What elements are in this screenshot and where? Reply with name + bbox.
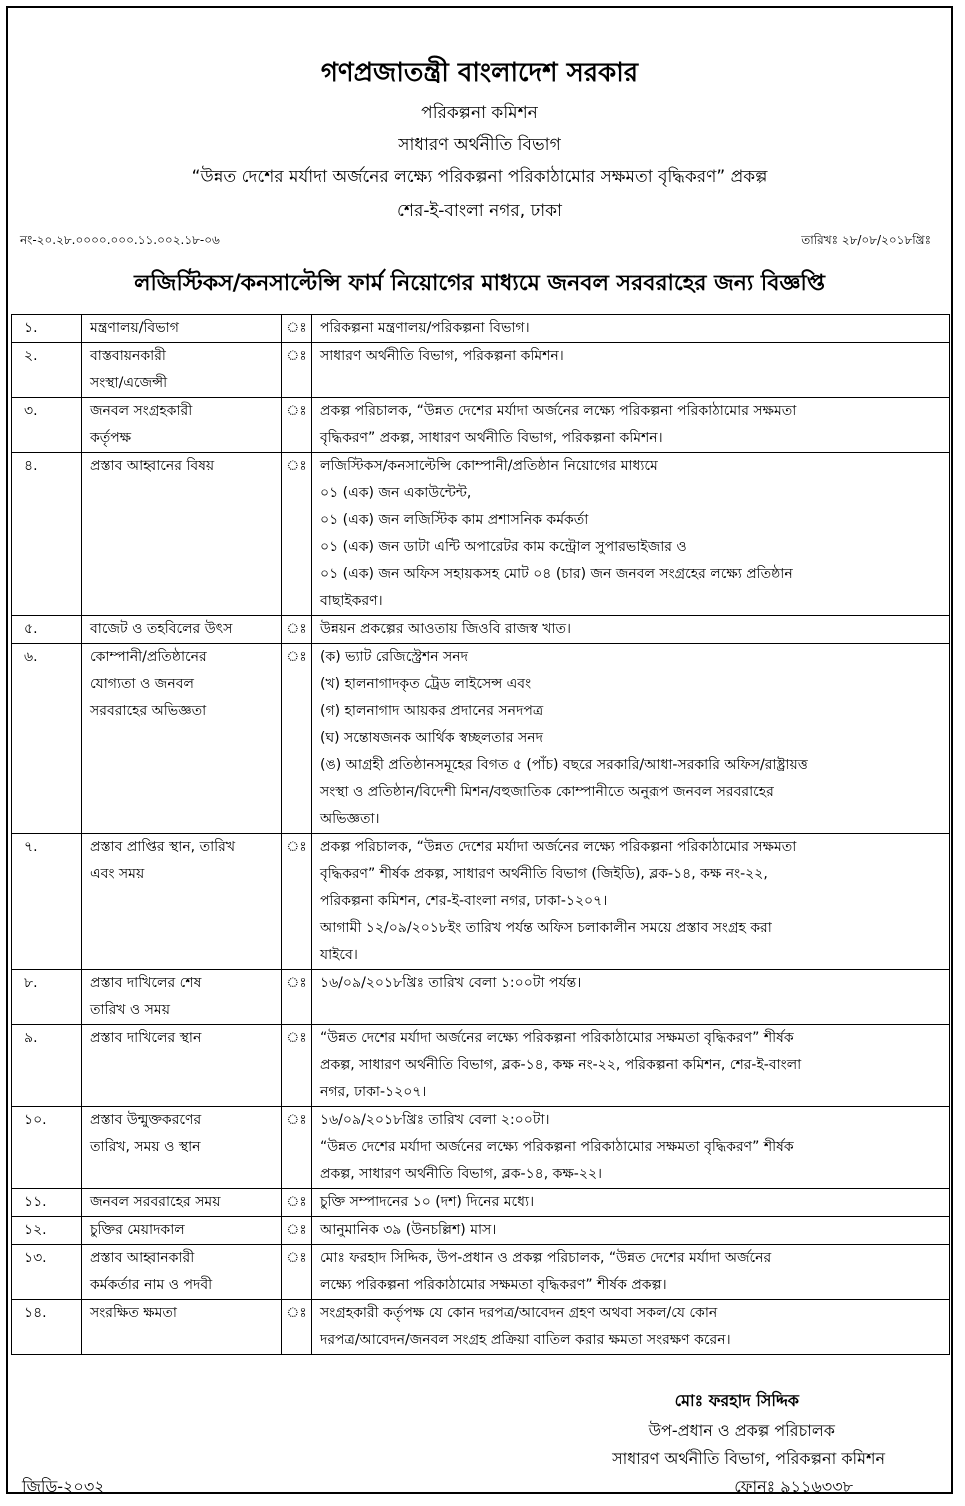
commission-name: পরিকল্পনা কমিশন: [421, 103, 538, 123]
row-value: [312, 398, 950, 453]
row-value-line: দরপত্র/আবেদন/জনবল সংগ্রহ প্রক্রিয়া বাতিল করার ক্ষমতা সংরক্ষণ করেন।: [320, 1332, 731, 1348]
table-row: [12, 1217, 950, 1245]
row-label-line: প্রস্তাব আহ্বানের বিষয়: [90, 458, 215, 474]
row-separator: ঃ: [282, 970, 312, 1025]
row-label: [82, 644, 282, 834]
row-number: ৩.: [12, 398, 82, 453]
row-value-line: আনুমানিক ৩৯ (উনচল্লিশ) মাস।: [320, 1222, 497, 1238]
row-value-line: পরিকল্পনা মন্ত্রণালয়/পরিকল্পনা বিভাগ।: [320, 320, 530, 336]
row-label-line: জনবল সংগ্রহকারী: [90, 403, 193, 419]
row-label: [82, 1025, 282, 1107]
row-number: ৪.: [12, 453, 82, 616]
table-row: [12, 1107, 950, 1189]
row-value-line: “উন্নত দেশের মর্যাদা অর্জনের লক্ষ্যে পরিকল্পনা পরিকাঠামোর সক্ষমতা বৃদ্ধিকরণ” শীর্ষক: [320, 1030, 794, 1046]
row-value-line: পরিকল্পনা কমিশন, শের-ই-বাংলা নগর, ঢাকা-১২০৭।: [320, 893, 608, 909]
row-separator: ঃ: [282, 398, 312, 453]
notice-table: [11, 314, 950, 1355]
table-row: [12, 1189, 950, 1217]
row-number: ১১.: [12, 1189, 82, 1217]
row-value: [312, 644, 950, 834]
table-row: [12, 315, 950, 343]
row-value-line: যাইবে।: [320, 947, 358, 963]
signatory-phone: ফোনঃ ৯১১৬৩৩৮: [734, 1477, 853, 1496]
row-separator: ঃ: [282, 1245, 312, 1300]
row-value-line: লজিস্টিকস/কনসাল্টেন্সি কোম্পানী/প্রতিষ্ঠান নিয়োগের মাধ্যমে: [320, 458, 658, 474]
notice-title: লজিস্টিকস/কনসাল্টেন্সি ফার্ম নিয়োগের মাধ্যমে জনবল সরবরাহের জন্য বিজ্ঞপ্তি: [134, 271, 825, 296]
row-number: ১.: [12, 315, 82, 343]
row-label-line: বাজেট ও তহবিলের উৎস: [90, 621, 233, 637]
row-separator: ঃ: [282, 453, 312, 616]
division-name: সাধারণ অর্থনীতি বিভাগ: [398, 135, 561, 155]
row-value-line: ০১ (এক) জন অফিস সহায়কসহ মোট ০৪ (চার) জন জনবল সংগ্রহের লক্ষ্যে প্রতিষ্ঠান: [320, 566, 793, 582]
row-value-line: (গ) হালনাগাদ আয়কর প্রদানের সনদপত্র: [320, 703, 544, 719]
row-separator: ঃ: [282, 616, 312, 644]
project-name: “উন্নত দেশের মর্যাদা অর্জনের লক্ষ্যে পরিকল্পনা পরিকাঠামোর সক্ষমতা বৃদ্ধিকরণ” প্রকল্প: [191, 167, 768, 187]
row-value-line: প্রকল্প পরিচালক, “উন্নত দেশের মর্যাদা অর্জনের লক্ষ্যে পরিকল্পনা পরিকাঠামোর সক্ষমতা: [320, 839, 797, 855]
notice-page: [6, 6, 953, 1494]
row-value-line: উন্নয়ন প্রকল্পের আওতায় জিওবি রাজস্ব খাত।: [320, 621, 571, 637]
row-number: ২.: [12, 343, 82, 398]
row-label: [82, 398, 282, 453]
row-value-line: বৃদ্ধিকরণ” প্রকল্প, সাধারণ অর্থনীতি বিভাগ, পরিকল্পনা কমিশন।: [320, 430, 663, 446]
row-number: ৮.: [12, 970, 82, 1025]
row-value: [312, 1189, 950, 1217]
row-value-line: (খ) হালনাগাদকৃত ট্রেড লাইসেন্স এবং: [320, 676, 532, 692]
row-value-line: বৃদ্ধিকরণ” শীর্ষক প্রকল্প, সাধারণ অর্থনীতি বিভাগ (জিইডি), ব্লক-১৪, কক্ষ নং-২২,: [320, 866, 768, 882]
row-value: [312, 1245, 950, 1300]
table-row: [12, 1245, 950, 1300]
row-value: [312, 453, 950, 616]
row-number: ৭.: [12, 834, 82, 970]
row-label: [82, 453, 282, 616]
row-label-line: প্রস্তাব উন্মুক্তকরণের: [90, 1112, 202, 1128]
row-label-line: কোম্পানী/প্রতিষ্ঠানের: [90, 649, 207, 665]
row-label-line: কর্মকর্তার নাম ও পদবী: [90, 1277, 213, 1293]
table-row: [12, 1025, 950, 1107]
row-value: [312, 1300, 950, 1355]
government-title: গণপ্রজাতন্ত্রী বাংলাদেশ সরকার: [320, 58, 639, 88]
row-value-line: ০১ (এক) জন একাউন্টেন্ট,: [320, 485, 472, 501]
row-separator: ঃ: [282, 1189, 312, 1217]
table-row: [12, 453, 950, 616]
row-label: [82, 343, 282, 398]
row-value-line: আগামী ১২/০৯/২০১৮ইং তারিখ পর্যন্ত অফিস চলাকালীন সময়ে প্রস্তাব সংগ্রহ করা: [320, 920, 772, 936]
row-label-line: প্রস্তাব আহ্বানকারী: [90, 1250, 195, 1266]
signatory-office: সাধারণ অর্থনীতি বিভাগ, পরিকল্পনা কমিশন: [612, 1449, 885, 1468]
row-value-line: প্রকল্প পরিচালক, “উন্নত দেশের মর্যাদা অর্জনের লক্ষ্যে পরিকল্পনা পরিকাঠামোর সক্ষমতা: [320, 403, 797, 419]
row-value-line: “উন্নত দেশের মর্যাদা অর্জনের লক্ষ্যে পরিকল্পনা পরিকাঠামোর সক্ষমতা বৃদ্ধিকরণ” শীর্ষক: [320, 1139, 794, 1155]
table-row: [12, 1300, 950, 1355]
table-row: [12, 644, 950, 834]
row-value: [312, 834, 950, 970]
row-label-line: জনবল সরবরাহের সময়: [90, 1194, 221, 1210]
row-separator: ঃ: [282, 1025, 312, 1107]
row-number: ১৪.: [12, 1300, 82, 1355]
row-value-line: (ঙ) আগ্রহী প্রতিষ্ঠানসমূহের বিগত ৫ (পাঁচ) বছরে সরকারি/আধা-সরকারি অফিস/রাষ্ট্রায়ত্ত: [320, 757, 808, 773]
row-separator: ঃ: [282, 834, 312, 970]
row-label-line: সংস্থা/এজেন্সী: [90, 375, 168, 391]
row-label: [82, 1189, 282, 1217]
row-separator: ঃ: [282, 1217, 312, 1245]
row-label: [82, 834, 282, 970]
row-separator: ঃ: [282, 1300, 312, 1355]
row-value-line: সংগ্রহকারী কর্তৃপক্ষ যে কোন দরপত্র/আবেদন গ্রহণ অথবা সকল/যে কোন: [320, 1305, 718, 1321]
table-row: [12, 970, 950, 1025]
row-separator: ঃ: [282, 315, 312, 343]
row-value-line: ০১ (এক) জন ডাটা এন্টি অপারেটর কাম কন্ট্রোল সুপারভাইজার ও: [320, 539, 687, 555]
table-row: [12, 834, 950, 970]
row-label-line: কর্তৃপক্ষ: [90, 430, 132, 446]
row-value-line: বাছাইকরণ।: [320, 593, 383, 609]
row-label-line: তারিখ, সময় ও স্থান: [90, 1139, 201, 1155]
table-row: [12, 616, 950, 644]
row-value: [312, 1025, 950, 1107]
row-number: ১০.: [12, 1107, 82, 1189]
row-value-line: (ক) ভ্যাট রেজিস্ট্রেশন সনদ: [320, 649, 468, 665]
row-label-line: সরবরাহের অভিজ্ঞতা: [90, 703, 207, 719]
row-value-line: প্রকল্প, সাধারণ অর্থনীতি বিভাগ, ব্লক-১৪, কক্ষ নং-২২, পরিকল্পনা কমিশন, শের-ই-বাংলা: [320, 1057, 802, 1073]
signatory-designation: উপ-প্রধান ও প্রকল্প পরিচালক: [648, 1421, 835, 1440]
row-number: ৯.: [12, 1025, 82, 1107]
row-value: [312, 970, 950, 1025]
row-value-line: ১৬/০৯/২০১৮খ্রিঃ তারিখ বেলা ২:০০টা।: [320, 1112, 550, 1128]
row-label: [82, 1107, 282, 1189]
row-value: [312, 315, 950, 343]
row-number: ৫.: [12, 616, 82, 644]
notice-date: তারিখঃ ২৮/০৮/২০১৮খ্রিঃ: [801, 233, 931, 247]
row-value-line: প্রকল্প, সাধারণ অর্থনীতি বিভাগ, ব্লক-১৪, কক্ষ-২২।: [320, 1166, 603, 1182]
signatory-name: মোঃ ফরহাদ সিদ্দিক: [674, 1391, 799, 1410]
row-value-line: লক্ষ্যে পরিকল্পনা পরিকাঠামোর সক্ষমতা বৃদ্ধিকরণ” শীর্ষক প্রকল্প।: [320, 1277, 667, 1293]
row-value: [312, 1217, 950, 1245]
row-label: [82, 315, 282, 343]
reference-number: নং-২০.২৮.০০০০.০০০.১১.০০২.১৮-০৬: [20, 233, 220, 247]
table-row: [12, 398, 950, 453]
row-value-line: সাধারণ অর্থনীতি বিভাগ, পরিকল্পনা কমিশন।: [320, 348, 564, 364]
row-value-line: নগর, ঢাকা-১২০৭।: [320, 1084, 427, 1100]
row-label-line: প্রস্তাব দাখিলের শেষ: [90, 975, 202, 991]
row-value-line: ০১ (এক) জন লজিস্টিক কাম প্রশাসনিক কর্মকর্তা: [320, 512, 589, 528]
row-value: [312, 343, 950, 398]
row-label: [82, 1245, 282, 1300]
row-value-line: অভিজ্ঞতা।: [320, 811, 380, 827]
row-value: [312, 1107, 950, 1189]
address: শের-ই-বাংলা নগর, ঢাকা: [397, 201, 562, 221]
row-value: [312, 616, 950, 644]
row-label-line: প্রস্তাব প্রাপ্তির স্থান, তারিখ: [90, 839, 236, 855]
row-number: ১২.: [12, 1217, 82, 1245]
row-label: [82, 1300, 282, 1355]
row-number: ১৩.: [12, 1245, 82, 1300]
row-label-line: প্রস্তাব দাখিলের স্থান: [90, 1030, 202, 1046]
row-separator: ঃ: [282, 343, 312, 398]
row-label-line: যোগ্যতা ও জনবল: [90, 676, 194, 692]
gd-number: জিডি-২০৩২: [22, 1477, 105, 1496]
row-value-line: (ঘ) সন্তোষজনক আর্থিক স্বচ্ছলতার সনদ: [320, 730, 543, 746]
row-label-line: সংরক্ষিত ক্ষমতা: [90, 1305, 177, 1321]
row-label-line: বাস্তবায়নকারী: [90, 348, 166, 364]
row-label: [82, 970, 282, 1025]
row-number: ৬.: [12, 644, 82, 834]
row-label-line: চুক্তির মেয়াদকাল: [90, 1222, 185, 1238]
row-value-line: সংস্থা ও প্রতিষ্ঠান/বিদেশী মিশন/বহুজাতিক কোম্পানীতে অনুরূপ জনবল সরবরাহের: [320, 784, 774, 800]
row-label-line: তারিখ ও সময়: [90, 1002, 170, 1018]
table-row: [12, 343, 950, 398]
row-label-line: এবং সময়: [90, 866, 145, 882]
row-label: [82, 1217, 282, 1245]
row-label: [82, 616, 282, 644]
row-label-line: মন্ত্রণালয়/বিভাগ: [90, 320, 179, 336]
row-value-line: চুক্তি সম্পাদনের ১০ (দশ) দিনের মধ্যে।: [320, 1194, 535, 1210]
row-separator: ঃ: [282, 1107, 312, 1189]
row-separator: ঃ: [282, 644, 312, 834]
row-value-line: মোঃ ফরহাদ সিদ্দিক, উপ-প্রধান ও প্রকল্প পরিচালক, “উন্নত দেশের মর্যাদা অর্জনের: [320, 1250, 772, 1266]
row-value-line: ১৬/০৯/২০১৮খ্রিঃ তারিখ বেলা ১:০০টা পর্যন্ত।: [320, 975, 582, 991]
